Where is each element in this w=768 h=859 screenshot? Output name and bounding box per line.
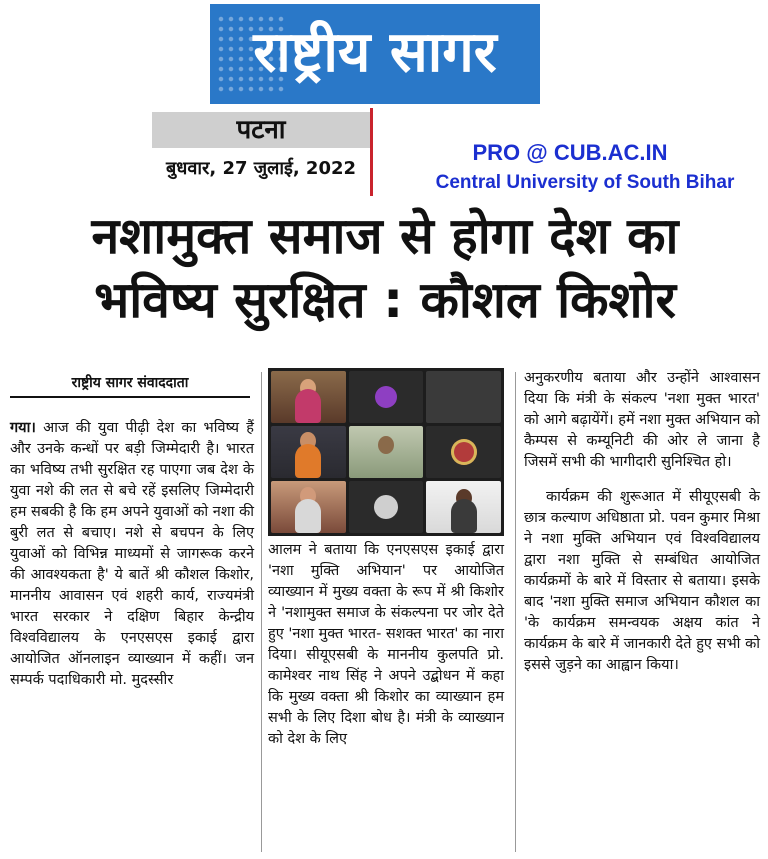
participant-body (295, 499, 321, 533)
dateline: गया। (10, 420, 36, 436)
edition-date: बुधवार, 27 जुलाई, 2022 (165, 158, 357, 179)
video-conference-photo (268, 368, 504, 536)
column-2-text: आलम ने बताया कि एनएसएस इकाई द्वारा 'नशा मुक्ति अभियान' पर आयोजित व्याख्यान में मुख्य वक्ता के रूप में श्री किशोर ने 'नशामुक्त समाज के संकल्पना पर जोर देते हुए 'नशा मुक्त भारत- सशक्त भारत' का नारा दिया। सीयूएसबी के माननीय कुलपति प्रो. कामेश्वर नाथ सिंह ने अपने उद्बोधन में कहा कि मुख्य वक्ता श्री किशोर का व्याख्यान हम सभी के लिए दिशा बोध है। मंत्री के व्याख्यान को देश के लिए (268, 542, 504, 747)
article-column-1 (10, 418, 254, 695)
participant-body (451, 499, 477, 533)
edition-city: पटना (152, 112, 370, 148)
headline-line-2: भविष्य सुरक्षित : कौशल किशोर (94, 271, 676, 329)
column-3-paragraph-1: अनुकरणीय बताया और उन्होंने आश्वासन दिया कि मंत्री के संकल्प 'नशा मुक्त भारत' को आगे बढ़ायेंगें। हमें नशा मुक्त अभियान को कैम्पस से कम्यूनिटी की ओर ले जाना है जिसमें सभी की भागीदारी सुनिश्चित हो। (524, 370, 760, 470)
participant-body (295, 389, 321, 423)
edition-box (152, 108, 373, 196)
byline: राष्ट्रीय सागर संवाददाता (71, 375, 189, 391)
article-column-2 (268, 540, 504, 754)
pro-email: PRO @ CUB.AC.IN (472, 140, 668, 165)
participant-avatar-tile (349, 371, 424, 423)
university-logo-tile (426, 426, 501, 478)
participant-tile (271, 371, 346, 423)
column-3-paragraph-2: कार्यक्रम की शुरूआत में सीयूएसबी के छात्र कल्याण अधिष्ठाता प्रो. पवन कुमार मिश्रा ने नशा मुक्ति अभियान एवं विश्वविद्यालय द्वारा नशा मुक्ति से सम्बंधित आयोजित कार्यक्रमों के बारे में विस्तार से बताया। इसके बाद 'नशा मुक्ति समाज अभियान कौशल का 'के कार्यक्रम समन्वयक अक्षय कांत ने कार्यक्रम के बारे में जानकारी देते हुए सभी को इससे जुड़ने का आह्वान किया। (524, 489, 760, 673)
participant-head (378, 436, 394, 454)
participant-tile (426, 481, 501, 533)
participant-body (295, 444, 321, 478)
university-name: Central University of South Bihar (435, 172, 735, 193)
column-divider (515, 372, 516, 852)
participant-tile (426, 371, 501, 423)
newspaper-name: राष्ट्रीय सागर (253, 20, 497, 85)
participant-avatar-tile (349, 481, 424, 533)
participant-tile (271, 426, 346, 478)
masthead-logo (210, 4, 540, 104)
headline (10, 204, 760, 332)
column-1-text: आज की युवा पीढ़ी देश का भविष्य हैं और उनके कन्धों पर बड़ी जिम्मेदारी है। भारत का भविष्य तभी सुरक्षित रह पाएगा जब देश के युवा नशे की लत से बचे रहें इसलिए जिम्मेदारी हम सबकी है कि हम अपने युवाओं को नशा की बुरी लत से बचाए। नशे से बचपन के लिए युवाओं को विभिन्न माध्यमों से जागरूक करने की आवश्यकता है' ये बातें श्री कौशल किशोर, माननीय आवासन एवं शहरी कार्य, राज्यमंत्री भारत सरकार ने दक्षिण बिहार केन्द्रीय विश्वविद्यालय के एनएसएस इकाई द्वारा आयोजित ऑनलाइन व्याख्यान में कहीं। जन सम्पर्क पदाधिकारी मो. मुदस्सीर (10, 420, 254, 688)
article-column-3 (524, 368, 760, 680)
participant-tile (349, 426, 424, 478)
headline-line-1: नशामुक्त समाज से होगा देश का (91, 207, 679, 265)
column-divider (261, 372, 262, 852)
byline-rule (10, 396, 250, 398)
participant-tile (271, 481, 346, 533)
